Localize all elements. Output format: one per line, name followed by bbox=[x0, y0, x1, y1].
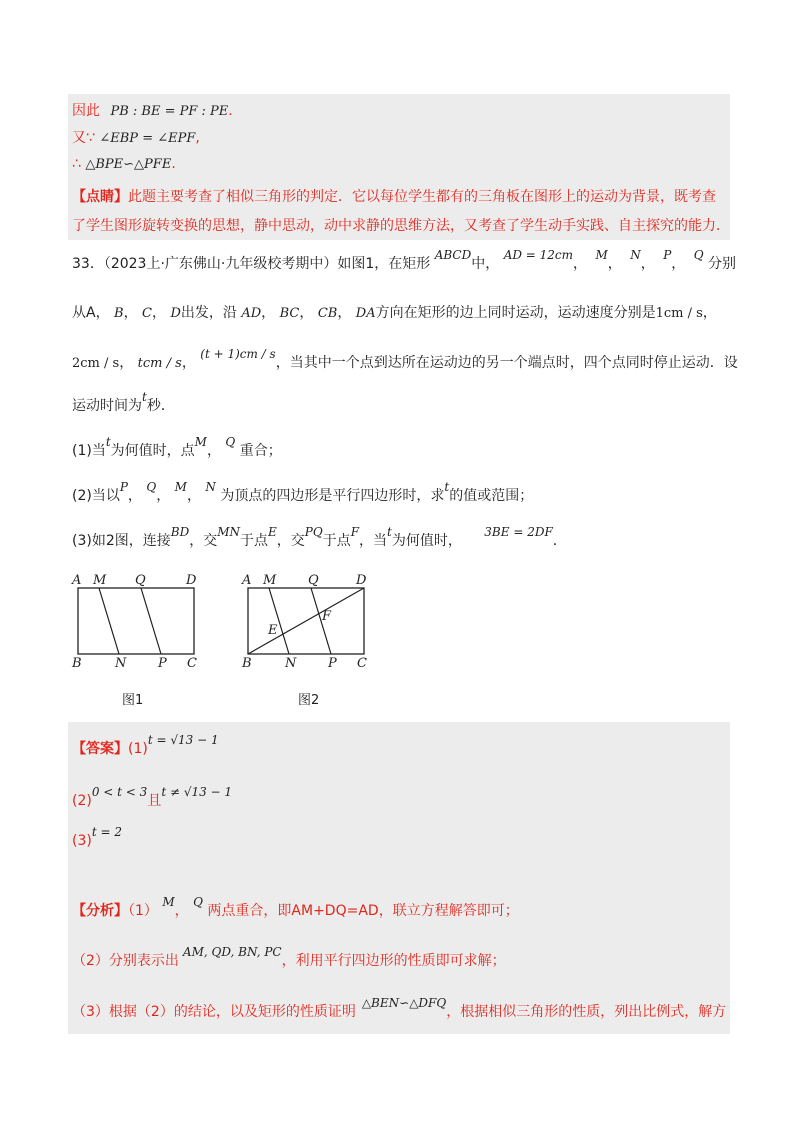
answer-line-3: (3)t = 2 bbox=[72, 825, 122, 849]
label-m: M bbox=[93, 573, 107, 588]
proof-line-3: ∴ △BPE∽△PFE. bbox=[72, 156, 176, 172]
question-line-1: 33．（2023上·广东佛山·九年级校考期中）如图1，在矩形 ABCD中， AD = 12cm， M， N， P， Q 分别 bbox=[72, 248, 737, 272]
comment-line-2: 了学生图形旋转变换的思想，静中思动，动中求静的思维方法，又考查了学生动手实践、自主探究的能力． bbox=[72, 218, 730, 234]
proof-line-1: 因此 PB : BE = PF : PE. bbox=[72, 103, 233, 119]
analysis-tag: 【分析】 bbox=[72, 903, 128, 919]
label-b: B bbox=[72, 656, 82, 671]
answer-line-1: 【答案】(1)t = √13 − 1 bbox=[72, 733, 219, 757]
question-number: 33． bbox=[72, 256, 104, 272]
label-q: Q bbox=[135, 573, 146, 588]
ratio-formula: PB : BE = PF : PE bbox=[110, 104, 229, 119]
answer-tag: 【答案】 bbox=[72, 741, 128, 757]
question-line-3: 2cm / s， tcm / s， (t + 1)cm / s，当其中一个点到达所在运动边的另一个端点时，四个点同时停止运动．设 bbox=[72, 347, 738, 371]
label-f: F bbox=[322, 609, 332, 624]
label-b: B bbox=[242, 656, 252, 671]
comment-tag: 【点睛】 bbox=[72, 189, 128, 205]
similar-formula: △BPE∽△PFE bbox=[85, 157, 172, 172]
segment-mn bbox=[99, 588, 119, 654]
analysis-line-2: （2）分别表示出AM, QD, BN, PC，利用平行四边形的性质即可求解； bbox=[72, 945, 506, 969]
angle-formula: ∠EBP = ∠EPF bbox=[99, 131, 196, 146]
segment-qp bbox=[141, 588, 161, 654]
figure-2-caption: 图2 bbox=[298, 693, 320, 708]
sub-question-2: (2)当以P， Q， M， N 为顶点的四边形是平行四边形时，求t的值或范围； bbox=[72, 480, 534, 504]
sub-question-1: (1)当t为何值时，点M， Q 重合； bbox=[72, 435, 282, 459]
label-c: C bbox=[187, 656, 197, 671]
label-n: N bbox=[285, 656, 297, 671]
label-a: A bbox=[72, 573, 82, 588]
figure-1-caption: 图1 bbox=[122, 693, 144, 708]
segment-mn bbox=[269, 588, 289, 654]
comment-line-1: 【点睛】此题主要考查了相似三角形的判定．它以每位学生都有的三角板在图形上的运动为背景，既考查 bbox=[72, 189, 716, 205]
sub-question-3: (3)如2图，连接BD，交MN于点E，交PQ于点F，当t为何值时， 3BE = 2DF． bbox=[72, 525, 567, 549]
solution-block-bottom bbox=[68, 722, 730, 1034]
rectangle-abcd bbox=[78, 588, 194, 654]
label-c: C bbox=[357, 656, 367, 671]
analysis-line-3: （3）根据（2）的结论，以及矩形的性质证明△BEN∽△DFQ，根据相似三角形的性质，列出比例式，解方 bbox=[72, 996, 727, 1020]
label-q: Q bbox=[308, 573, 319, 588]
answer-line-2: (2)0 < t < 3且t ≠ √13 − 1 bbox=[72, 785, 233, 809]
proof-line-2: 又∵ ∠EBP = ∠EPF, bbox=[72, 130, 200, 146]
diagonal-bd bbox=[248, 588, 364, 654]
label-e: E bbox=[268, 623, 278, 638]
label-a: A bbox=[242, 573, 252, 588]
figure-1 bbox=[66, 568, 216, 708]
label-d: D bbox=[356, 573, 367, 588]
label-d: D bbox=[186, 573, 197, 588]
analysis-line-1: 【分析】（1） M， Q 两点重合，即AM+DQ=AD，联立方程解答即可； bbox=[72, 895, 519, 919]
question-line-2: 从A， B， C， D出发，沿 AD， BC， CB， DA方向在矩形的边上同时运动，运动速度分别是1cm / s， bbox=[72, 305, 717, 321]
label-m: M bbox=[263, 573, 277, 588]
label-p: P bbox=[158, 656, 167, 671]
question-line-4: 运动时间为t秒． bbox=[72, 390, 175, 414]
label-n: N bbox=[115, 656, 127, 671]
label-p: P bbox=[328, 656, 337, 671]
figure-2 bbox=[236, 568, 386, 708]
